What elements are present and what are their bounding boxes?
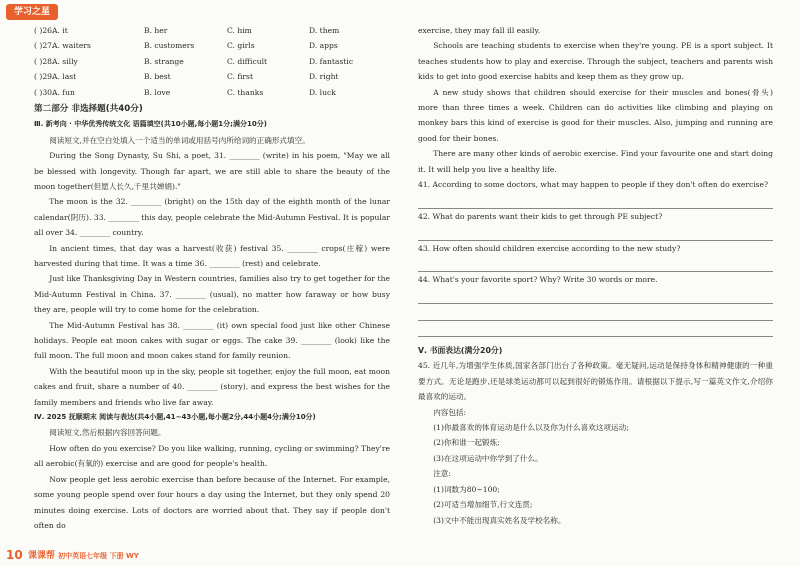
option-b[interactable]: B. love (144, 87, 171, 97)
section3-para3: In ancient times, that day was a harvest(收获) festival 35. ________ crops(庄稼) were harvested during that time. It was a time 36. ________ (rest) and celebrate. (34, 243, 390, 269)
option-b[interactable]: B. customers (144, 41, 195, 51)
option-a[interactable]: A. last (52, 72, 77, 82)
option-b[interactable]: B. best (144, 72, 171, 82)
note-item-2: (2)可适当增加细节,行文连贯; (433, 500, 533, 510)
section4-title: Ⅳ. 2025 抚顺期末 阅读与表达(共4小题,41~43小题,每小题2分,44小题4分;满分10分) (34, 413, 316, 422)
writing-prompt: 45. 近几年,为增强学生体质,国家各部门出台了各种政策。毫无疑问,运动是保持身体和精神健康的一种重要方式。无论是跑步,还是球类运动都可以起到很好的锻炼作用。请根据以下提示,写一篇英文作文,介绍你最喜欢的运动。 (418, 361, 773, 402)
answer-line-42[interactable] (418, 224, 773, 240)
option-row (34, 54, 390, 69)
section3-instruction: 阅读短文,并在空白处填入一个适当的单词或用括号内所给词的正确形式填空。 (49, 135, 310, 145)
question-number: ( )27. (34, 41, 55, 51)
option-c[interactable]: C. difficult (227, 56, 268, 66)
section3-para4: Just like Thanksgiving Day in Western countries, families also try to get together for the Mid-Autumn Festival in China. 37. ________ (usual), no matter how faraway or how busy they are, people will try to come home for the celebration. (34, 274, 390, 315)
option-a[interactable]: A. silly (52, 56, 78, 66)
content-item-1: (1)你最喜欢的体育运动是什么以及你为什么喜欢这项运动; (433, 423, 629, 433)
content-item-3: (3)在这项运动中你学到了什么。 (433, 453, 543, 463)
answer-line-41[interactable] (418, 192, 773, 208)
question-number: ( )30. (34, 87, 55, 97)
option-b[interactable]: B. strange (144, 56, 184, 66)
section4-para1: How often do you exercise? Do you like walking, running, cycling or swimming? They're all aerobic(有氧的) exercise and are good for people's health. (34, 443, 390, 469)
section5-title: Ⅴ. 书面表达(满分20分) (418, 346, 503, 356)
option-d[interactable]: D. them (309, 26, 340, 35)
answer-line-44a[interactable] (418, 288, 773, 304)
note-item-1: (1)词数为80~100; (433, 484, 500, 494)
option-row (34, 38, 390, 53)
option-a[interactable]: A. it (52, 26, 68, 35)
section3-para2: The moon is the 32. ________ (bright) on the 15th day of the eighth month of the lunar calendar(阴历). 33. ________ this day, people celebrate the Mid-Autumn Festival. It is popular all over 34. ________ country. (34, 197, 390, 238)
brand-subtitle: 初中英语七年级 下册 WY (58, 552, 139, 560)
reading-para1: Schools are teaching students to exercise when they're young. PE is a sport subject. It teaches students how to play and exercise. Through the subject, teachers and parents wish kids to get into good exercise habits and keep them as they grow up. (418, 41, 773, 82)
option-c[interactable]: C. him (227, 26, 252, 35)
option-row (34, 69, 390, 84)
question-43: 43. How often should children exercise according to the new study? (418, 243, 681, 253)
option-c[interactable]: C. girls (227, 41, 255, 51)
option-d[interactable]: D. apps (309, 41, 338, 51)
option-d[interactable]: D. right (309, 72, 339, 82)
reading-para2: A new study shows that children should exercise for their muscles and bones(骨头) more than three times a week. Children can do activities like climbing and playing on monkey bars this kind of exercise is good for their muscles. Also, jumping and running are good for their bones. (418, 87, 773, 143)
brand-label: 课课帮 (28, 551, 56, 561)
option-d[interactable]: D. luck (309, 87, 336, 97)
section3-title: Ⅲ. 新考向 · 中华优秀传统文化 语篇填空(共10小题,每小题1分;满分10分) (34, 120, 267, 129)
options-table (34, 23, 390, 100)
section4-para2: Now people get less aerobic exercise than before because of the Internet. For example, some young people spend over four hours a day using the Internet, but they only spend 20 minutes doing exercise. Lots of doctors are worried about that. They say if people don't often do (34, 474, 390, 530)
content-label: 内容包括: (433, 407, 467, 417)
section3-para5: The Mid-Autumn Festival has 38. ________ (it) own special food just like other Chinese holidays. People eat moon cakes with sugar or eggs. The cake 39. ________ (look) like the full moon. The full moon and moon cakes stand for family reunion. (34, 320, 390, 361)
question-number: ( )29. (34, 72, 55, 82)
publisher-logo: 学习之星 (6, 4, 58, 20)
brand-name (28, 548, 139, 561)
part2-title: 第二部分 非选择题(共40分) (34, 103, 143, 114)
left-column (34, 23, 390, 533)
option-a[interactable]: A. fun (52, 87, 75, 97)
option-c[interactable]: C. thanks (227, 87, 264, 97)
option-row (34, 23, 390, 38)
option-row (34, 85, 390, 100)
answer-line-44b[interactable] (418, 304, 773, 320)
note-item-3: (3)文中不能出现真实姓名及学校名称。 (433, 515, 566, 525)
question-number: ( )26. (34, 26, 55, 35)
question-41: 41. According to some doctors, what may happen to people if they don't often do exercise? (418, 180, 769, 190)
section4-instruction: 阅读短文,然后根据内容回答问题。 (49, 428, 166, 438)
reading-para3: There are many other kinds of aerobic exercise. Find your favourite one and start doing it. It will help you live a healthy life. (418, 149, 773, 174)
option-a[interactable]: A. waiters (52, 41, 91, 51)
question-number: ( )28. (34, 56, 55, 66)
section3-para1: During the Song Dynasty, Su Shi, a poet, 31. ________ (write) in his poem, "May we all be blessed with longevity. Though far apart, we are still able to share the beauty of the moon together(但愿人长久,千里共婵娟)." (34, 151, 390, 191)
option-b[interactable]: B. her (144, 26, 168, 35)
answer-line-44c[interactable] (418, 321, 773, 337)
question-44: 44. What's your favorite sport? Why? Write 30 words or more. (418, 275, 658, 285)
note-label: 注意: (433, 469, 451, 479)
option-d[interactable]: D. fantastic (309, 56, 354, 66)
answer-line-43[interactable] (418, 256, 773, 272)
content-item-2: (2)你和谁一起锻炼; (433, 438, 500, 448)
page-number: 10 (6, 548, 23, 562)
right-column (418, 23, 773, 528)
page-footer (0, 542, 200, 566)
reading-para0: exercise, they may fall ill easily. (418, 26, 541, 35)
option-c[interactable]: C. first (227, 72, 254, 82)
question-42: 42. What do parents want their kids to get through PE subject? (418, 211, 663, 221)
section3-para6: With the beautiful moon up in the sky, people sit together, enjoy the full moon, eat moon cakes and fruit, share a number of 40. ________ (story), and express the best wishes for the family members and friends who live far away. (34, 366, 390, 407)
